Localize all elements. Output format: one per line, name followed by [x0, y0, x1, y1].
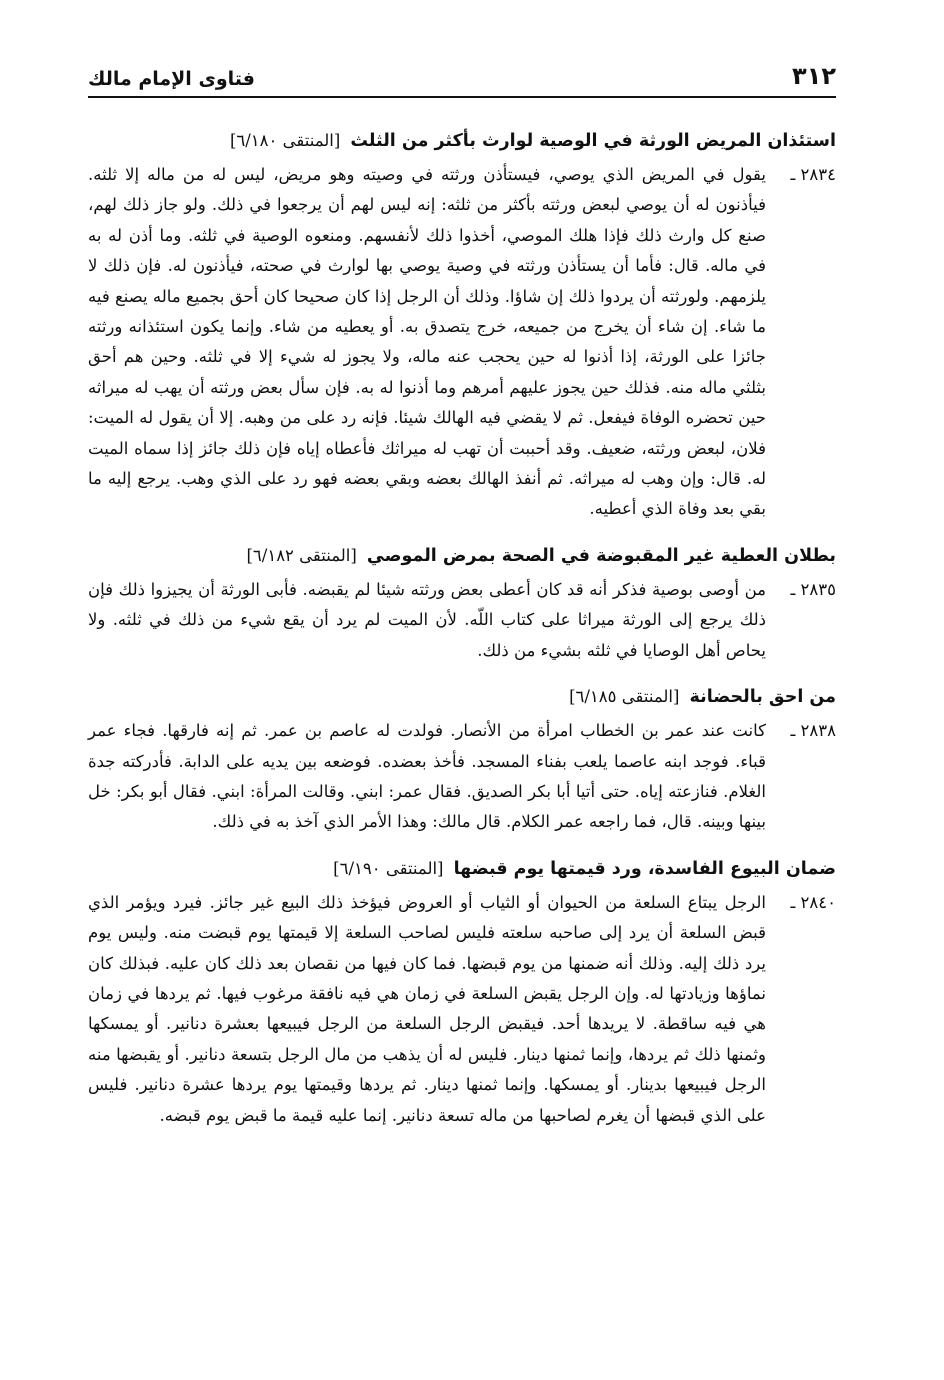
section-title: ضمان البيوع الفاسدة، ورد قيمتها يوم قبضها [453, 858, 836, 879]
entry [88, 575, 836, 666]
section-heading [88, 682, 836, 712]
section-title: من احق بالحضانة [689, 687, 836, 708]
section-heading [88, 126, 836, 156]
section-title: بطلان العطية غير المقبوضة في الصحة بمرض الموصي [366, 545, 836, 566]
section-title: استئذان المريض الورثة في الوصية لوارث بأكثر من الثلث [350, 131, 836, 151]
source-reference: [المنتقى ٦/١٨٥] [569, 687, 680, 707]
entry-number: ٢٨٣٥ ـ [790, 579, 836, 599]
entry-number: ٢٨٣٨ ـ [790, 721, 836, 741]
entry [88, 160, 836, 525]
section-2834 [88, 126, 836, 525]
entry [88, 716, 836, 838]
section-2838 [88, 682, 836, 838]
entry-number: ٢٨٤٠ ـ [790, 892, 836, 912]
source-reference: [المنتقى ٦/١٨٢] [246, 545, 357, 565]
entry-number: ٢٨٣٤ ـ [790, 165, 836, 184]
section-heading [88, 854, 836, 884]
entry-text: يقول في المريض الذي يوصي، فيستأذن ورثته في وصيته وهو مريض، ليس له من ماله إلا ثلثه. فيأذنون له أن يوصي لبعض ورثته بأكثر من ثلثه: إنه ليس لهم أن يرجعوا في ذلك. ولو جاز ذلك لهم، صنع كل وارث ذلك فإذا هلك الموصي، أخذوا ذلك لأنفسهم. ومنعوه الوصية في ثلثه. وما أذن له به في ماله. قال: فأما أن يستأذن ورثته في وصية يوصي بها لوارث في صحته، فيأذنون له. فإن ذلك لا يلزمهم. ولورثته أن يردوا ذلك إن شاؤا. وذلك أن الرجل إذا كان صحيحا كان أحق بجميع ماله يصنع فيه ما شاء. إن شاء أن يخرج من جميعه، خرج يتصدق به. أو يعطيه من شاء. وإنما يكون استئذانه ورثته جائزا على الورثة، إذا أذنوا له حين يحجب عنه ماله، ولا يجوز له شيء إلا في ثلثه. وحين هم أحق بثلثي ماله منه. فذلك حين يجوز عليهم أمرهم وما أذنوا له به. فإن سأل بعض ورثته أن يهب له ميراثه حين تحضره الوفاة فيفعل. ثم لا يقضي فيه الهالك شيئا. فإنه رد على من وهبه. إلا أن يقول له الميت: فلان، لبعض ورثته، ضعيف. وقد أحببت أن تهب له ميراثك فأعطاه إياه فإن ذلك جائز إذا سماه الميت له. قال: وإن وهب له ميراثه. ثم أنفذ الهالك بعضه وبقي بعضه فهو رد على الذي وهب. يرجع إليه ما بقي بعد وفاة الذي أعطيه. [88, 165, 766, 519]
running-title: فتاوى الإمام مالك [88, 68, 255, 90]
book-page [88, 58, 836, 1147]
entry-text: كانت عند عمر بن الخطاب امرأة من الأنصار. فولدت له عاصم بن عمر. ثم إنه فارقها. فجاء عمر قباء. فوجد ابنه عاصما يلعب بفناء المسجد. فأخذ بعضده. فوضعه بين يديه على الدابة. فأدركته جدة الغلام. فنازعته إياه. حتى أتيا أبا بكر الصديق. فقال عمر: ابني. وقالت المرأة: ابني. فقال أبو بكر: خل بينها وبينه. قال، فما راجعه عمر الكلام. قال مالك: وهذا الأمر الذي آخذ به في ذلك. [88, 721, 766, 832]
section-heading [88, 541, 836, 571]
entry [88, 888, 836, 1131]
section-2835 [88, 541, 836, 666]
running-header [88, 58, 836, 98]
source-reference: [المنتقى ٦/١٨٠] [229, 131, 341, 150]
page-number: ٣١٢ [792, 62, 836, 90]
page-content [88, 126, 836, 1131]
entry-text: من أوصى بوصية فذكر أنه قد كان أعطى بعض ورثته شيئا لم يقبضه. فأبى الورثة أن يجيزوا ذلك فإن ذلك يرجع إلى الورثة ميراثا على كتاب اللّه. لأن الميت لم يرد أن يقع شيء من ذلك في ثلثه. ولا يحاص أهل الوصايا في ثلثه بشيء من ذلك. [88, 579, 766, 660]
source-reference: [المنتقى ٦/١٩٠] [333, 858, 444, 878]
section-2840 [88, 854, 836, 1131]
entry-text: الرجل يبتاع السلعة من الحيوان أو الثياب أو العروض فيؤخذ ذلك البيع غير جائز. فيرد ويؤمر الذي قبض السلعة أن يرد إلى صاحبه سلعته فليس لصاحب السلعة إلا قيمتها يوم قبضت منه. وليس يوم يرد ذلك إليه. وذلك أنه ضمنها من يوم قبضها. فما كان فيها من نقصان بعد ذلك كان عليه. فبذلك كان نماؤها وزيادتها له. وإن الرجل يقبض السلعة في زمان هي فيه نافقة مرغوب فيها. ثم يردها في زمان هي فيه ساقطة. لا يريدها أحد. فيقبض الرجل السلعة من الرجل فيبيعها بعشرة دنانير. أو يمسكها وثمنها ذلك ثم يردها، وإنما ثمنها دينار. فليس له أن يذهب من مال الرجل بتسعة دنانير. أو يقبضها منه الرجل فيبيعها بدينار. أو يمسكها. وإنما ثمنها دينار. ثم يردها وقيمتها يوم يردها عشرة دنانير. فليس على الذي قبضها أن يغرم لصاحبها من ماله تسعة دنانير. إنما عليه قيمة ما قبض يوم قبضه. [88, 892, 766, 1125]
